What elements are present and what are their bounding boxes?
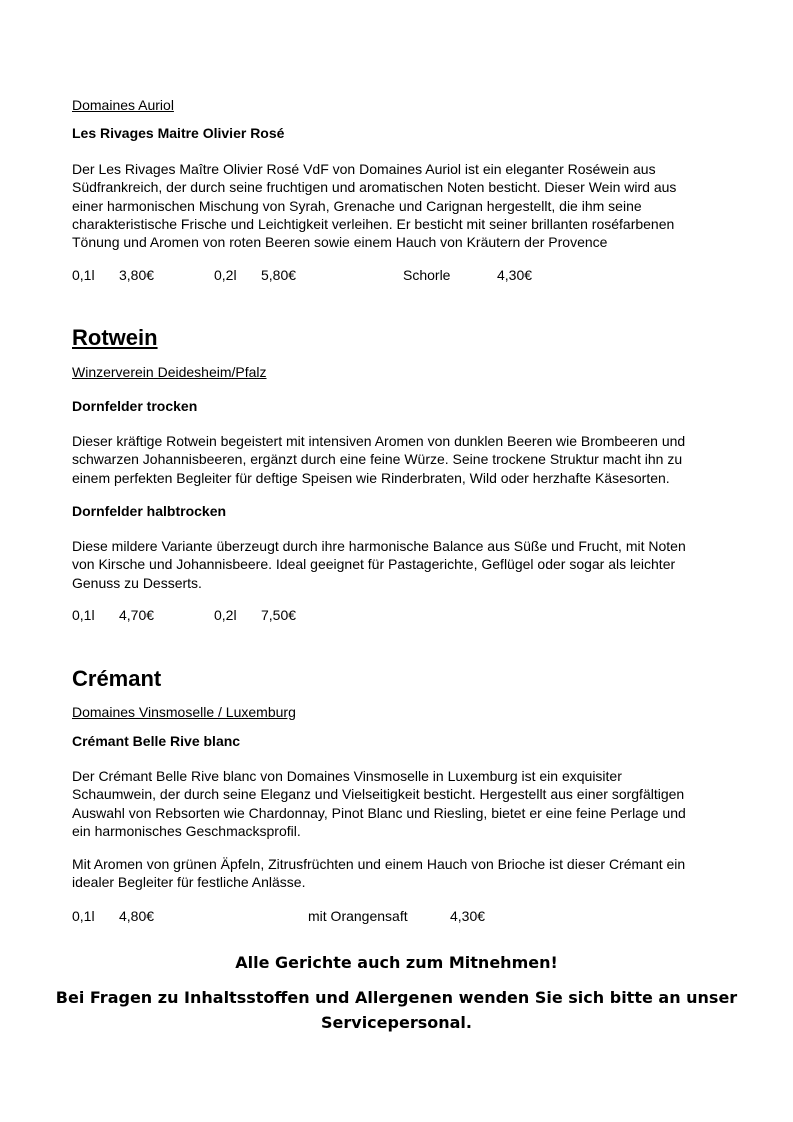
takeaway-note: Alle Gerichte auch zum Mitnehmen! [235,953,558,972]
description-line: Schaumwein, der durch seine Eleganz und Vielseitigkeit besticht. Hergestellt aus einer sorgfältigen [72,786,685,803]
cremant-producer: Domaines Vinsmoselle / Luxemburg [72,704,296,720]
cremant-description-2 [72,855,722,892]
description-line: idealer Begleiter für festliche Anlässe. [72,874,306,891]
allergen-note-line-2: Servicepersonal. [321,1013,472,1032]
dornfelder-trocken-name: Dornfelder trocken [72,398,198,414]
description-line: Südfrankreich, der durch seine fruchtigen und aromatischen Noten besticht. Dieser Wein wird aus [72,179,677,196]
rotwein-price-2: 7,50€ [261,607,297,623]
rose-size-2: 0,2l [214,267,237,283]
rose-schorle-label: Schorle [403,267,451,283]
description-line: Genuss zu Desserts. [72,574,202,591]
description-line: ein harmonisches Geschmacksprofil. [72,822,301,839]
description-line: von Kirsche und Johannisbeere. Ideal geeignet für Pastagerichte, Geflügel oder sogar als leichter [72,556,676,573]
cremant-size-1: 0,1l [72,908,95,924]
description-line: einer harmonischen Mischung von Syrah, Grenache und Carignan hergestellt, die ihm seine [72,197,642,214]
rotwein-size-2: 0,2l [214,607,237,623]
dornfelder-halbtrocken-description [72,537,722,592]
rose-size-1: 0,1l [72,267,95,283]
description-line: Diese mildere Variante überzeugt durch ihre harmonische Balance aus Süße und Frucht, mit Noten [72,538,686,554]
description-line: Mit Aromen von grünen Äpfeln, Zitrusfrüchten und einem Hauch von Brioche ist dieser Crémant ein [72,856,686,872]
dornfelder-trocken-description [72,432,722,487]
rose-producer: Domaines Auriol [72,97,174,113]
rose-price-1: 3,80€ [119,267,155,283]
description-line: Auswahl von Rebsorten wie Chardonnay, Pinot Blanc und Riesling, bietet er eine feine Perlage und [72,804,686,821]
cremant-orange-price: 4,30€ [450,908,486,924]
description-line: Tönung und Aromen von roten Beeren sowie einem Hauch von Kräutern der Provence [72,234,608,251]
allergen-note-line-1: Bei Fragen zu Inhaltsstoffen und Allergenen wenden Sie sich bitte an unser [55,988,738,1007]
rotwein-producer: Winzerverein Deidesheim/Pfalz [72,364,267,380]
description-line: Der Crémant Belle Rive blanc von Domaines Vinsmoselle in Luxemburg ist ein exquisiter [72,768,622,784]
description-line: charakteristische Frische und Leichtigkeit verleihen. Er besticht mit seiner brillanten roséfarbenen [72,215,675,232]
description-line: Dieser kräftige Rotwein begeistert mit intensiven Aromen von dunklen Beeren wie Brombeeren und [72,433,686,449]
rotwein-size-1: 0,1l [72,607,95,623]
rotwein-price-1: 4,70€ [119,607,155,623]
cremant-price-1: 4,80€ [119,908,155,924]
rose-price-2: 5,80€ [261,267,297,283]
cremant-heading: Crémant [72,666,162,691]
rose-description [72,160,722,251]
description-line: schwarzen Johannisbeeren, ergänzt durch eine feine Würze. Seine trockene Struktur macht ihn zu [72,451,683,468]
rotwein-heading: Rotwein [72,325,158,350]
description-line: einem perfekten Begleiter für deftige Speisen wie Rinderbraten, Wild oder herzhafte Käsesorten. [72,469,670,486]
cremant-description-1 [72,767,722,840]
dornfelder-halbtrocken-name: Dornfelder halbtrocken [72,503,227,519]
description-line: Der Les Rivages Maître Olivier Rosé VdF von Domaines Auriol ist ein eleganter Roséwein aus [72,161,656,177]
rose-schorle-price: 4,30€ [497,267,533,283]
cremant-orange-label: mit Orangensaft [308,908,408,924]
rose-wine-name: Les Rivages Maitre Olivier Rosé [72,125,285,141]
cremant-wine-name: Crémant Belle Rive blanc [72,733,241,749]
